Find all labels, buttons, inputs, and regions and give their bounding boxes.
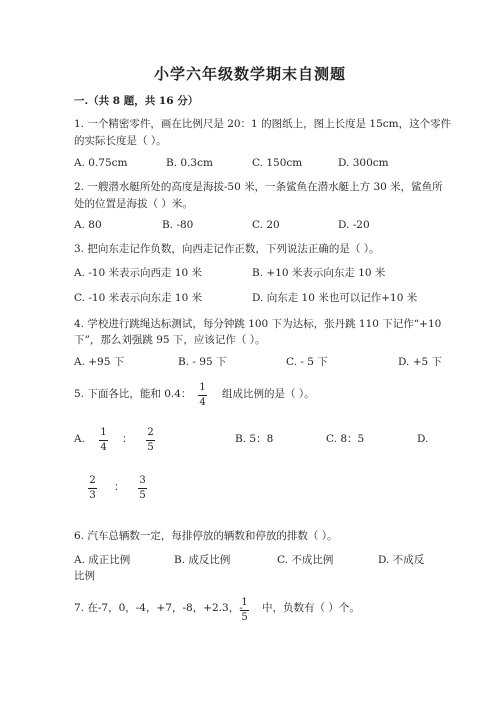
question-5-option-d-separator: ： xyxy=(114,481,125,493)
question-3-option-a: A. -10 米表示向西走 10 米 xyxy=(74,267,203,279)
question-2-option-a: A. 80 xyxy=(74,219,102,231)
question-2-line-1: 2. 一艘潜水艇所处的高度是海拔-50 米，一条鲨鱼在潜水艇上方 30 米，鲨鱼所 xyxy=(74,181,443,193)
fraction-denominator: 5 xyxy=(241,612,248,623)
question-5-prefix: 5. 下面各比，能和 0.4： xyxy=(74,388,192,400)
question-2-line-2: 处的位置是海拔（ ）米。 xyxy=(74,198,193,210)
fraction-denominator: 5 xyxy=(147,442,154,453)
question-7-suffix: 中，负数有（ ）个。 xyxy=(262,602,360,614)
question-1-line-2: 的实际长度是（ ）。 xyxy=(74,135,167,147)
fraction-bar xyxy=(138,488,147,489)
fraction-numerator: 2 xyxy=(147,427,154,438)
fraction-numerator: 3 xyxy=(139,475,146,486)
question-6-option-b: B. 成反比例 xyxy=(174,554,231,566)
question-6-option-c: C. 不成比例 xyxy=(277,554,334,566)
question-5-option-a-label: A. xyxy=(74,433,85,445)
question-5-option-a-fraction-1 xyxy=(99,427,108,453)
fraction-numerator: 2 xyxy=(89,475,96,486)
question-5-option-a-fraction-2 xyxy=(146,427,155,453)
fraction-numerator: 1 xyxy=(199,382,206,393)
question-3-option-b: B. +10 米表示向东走 10 米 xyxy=(252,267,386,279)
question-1-option-c: C. 150cm xyxy=(252,157,303,169)
question-5-option-a-separator: ： xyxy=(122,433,133,445)
question-2-option-b: B. -80 xyxy=(162,219,194,231)
question-2-option-c: C. 20 xyxy=(252,219,280,231)
fraction-bar xyxy=(99,440,108,441)
question-4-option-b: B. - 95 下 xyxy=(178,356,227,368)
question-7-prefix: 7. 在-7，0，-4，+7，-8，+2.3，- xyxy=(74,602,243,614)
question-5-suffix: 组成比例的是（ ）。 xyxy=(222,388,315,400)
fraction-denominator: 5 xyxy=(139,490,146,501)
question-6-option-d: D. 不成反 xyxy=(378,554,425,566)
fraction-bar xyxy=(240,610,249,611)
fraction-denominator: 4 xyxy=(100,442,107,453)
question-4-option-a: A. +95 下 xyxy=(74,356,125,368)
question-5-option-d-label: D. xyxy=(417,433,429,445)
section-heading: 一.（共 8 题，共 16 分） xyxy=(74,95,199,107)
question-5-option-b: B. 5：8 xyxy=(235,433,274,445)
fraction-bar xyxy=(146,440,155,441)
question-4-line-2: 下”，那么刘强跳 95 下，应该记作（ ）。 xyxy=(74,334,266,346)
fraction-numerator: 1 xyxy=(100,427,107,438)
question-5-option-d-fraction-2 xyxy=(138,475,147,501)
question-6-option-d-wrap: 比例 xyxy=(74,570,95,582)
question-7-fraction xyxy=(240,597,249,623)
fraction-bar xyxy=(88,488,97,489)
question-4-line-1: 4. 学校进行跳绳达标测试，每分钟跳 100 下为达标，张丹跳 110 下记作“+10 xyxy=(74,318,442,330)
question-4-option-c: C. - 5 下 xyxy=(286,356,328,368)
question-3-option-d: D. 向东走 10 米也可以记作+10 米 xyxy=(252,292,418,304)
question-3-line-1: 3. 把向东走记作负数，向西走记作正数，下列说法正确的是（ ）。 xyxy=(74,243,380,255)
question-5-fraction xyxy=(198,382,207,408)
fraction-denominator: 3 xyxy=(89,490,96,501)
fraction-denominator: 4 xyxy=(199,397,206,408)
page-title: 小学六年级数学期末自测题 xyxy=(153,65,346,83)
question-1-option-a: A. 0.75cm xyxy=(74,157,128,169)
question-6-line-1: 6. 汽车总辆数一定，每排停放的辆数和停放的排数（ ）。 xyxy=(74,530,338,542)
question-4-option-d: D. +5 下 xyxy=(398,356,443,368)
question-2-option-d: D. -20 xyxy=(338,219,370,231)
question-5-option-d-fraction-1 xyxy=(88,475,97,501)
question-5-option-c: C. 8：5 xyxy=(326,433,365,445)
question-1-option-b: B. 0.3cm xyxy=(166,157,213,169)
fraction-bar xyxy=(198,395,207,396)
question-1-line-1: 1. 一个精密零件，画在比例尺是 20：1 的图纸上，图上长度是 15cm，这个零件 xyxy=(74,118,452,130)
question-3-option-c: C. -10 米表示向东走 10 米 xyxy=(74,292,203,304)
fraction-numerator: 1 xyxy=(241,597,248,608)
question-6-option-a: A. 成正比例 xyxy=(74,554,131,566)
question-1-option-d: D. 300cm xyxy=(338,157,389,169)
